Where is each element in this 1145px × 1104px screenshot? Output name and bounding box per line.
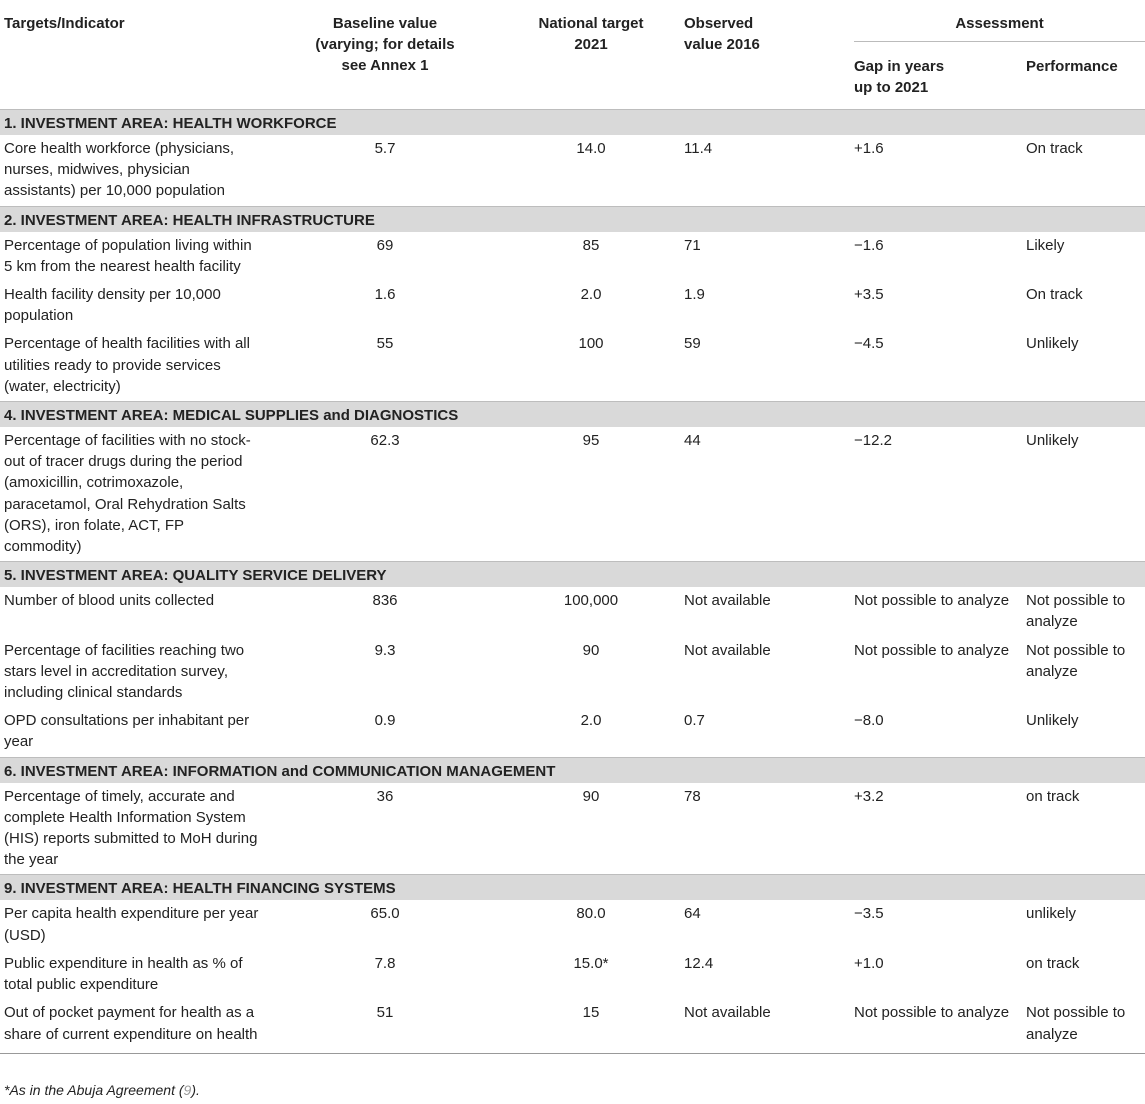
cell-baseline: 9.3	[374, 641, 396, 659]
table-row	[0, 707, 1145, 757]
cell-indicator: Health facility density per 10,000 population	[4, 286, 221, 325]
header-baseline-line3: see Annex 1	[341, 57, 429, 74]
cell-gap: +1.6	[854, 140, 884, 157]
cell-target: 15	[506, 999, 676, 1053]
cell-gap: −1.6	[854, 236, 884, 254]
table-row	[0, 783, 1145, 875]
header-observed-line1: Observed	[684, 15, 754, 32]
cell-target: 90	[582, 787, 600, 805]
table-row	[0, 135, 1145, 206]
cell-observed: 0.7	[684, 712, 705, 730]
header-gap-line2: up to 2021	[854, 79, 929, 96]
header-gap-line1: Gap in years	[854, 58, 945, 75]
section-header-row	[0, 562, 1145, 588]
table-row	[0, 330, 1145, 401]
cell-baseline: 0.9	[374, 712, 396, 730]
table-row	[0, 281, 1145, 330]
header-baseline-line1: Baseline value	[332, 15, 438, 32]
cell-observed: Not available	[684, 641, 771, 659]
section-title: 2. INVESTMENT AREA: HEALTH INFRASTRUCTURE	[0, 206, 1145, 232]
cell-performance: on track	[1026, 787, 1080, 805]
footnote-end: ).	[191, 1082, 200, 1098]
footnote-text: *As in the Abuja Agreement (	[4, 1082, 184, 1098]
header-assessment-label: Assessment	[854, 13, 1145, 42]
cell-baseline: 7.8	[374, 954, 396, 972]
header-performance: Performance	[1026, 58, 1118, 75]
cell-performance: Unlikely	[1026, 712, 1079, 730]
section-header-row	[0, 875, 1145, 901]
cell-baseline: 36	[376, 787, 394, 805]
cell-target: 14.0	[576, 140, 606, 157]
cell-indicator: Percentage of timely, accurate and complete Health Information System (HIS) reports submitted to MoH during the year	[4, 787, 258, 869]
cell-observed: 1.9	[684, 286, 705, 304]
header-observed-line2: value 2016	[684, 36, 760, 53]
table-row	[0, 950, 1145, 999]
cell-observed: 64	[684, 905, 701, 923]
header-target-line2: 2021	[574, 36, 608, 53]
cell-indicator: Out of pocket payment for health as a share of current expenditure on health	[0, 999, 264, 1053]
cell-performance: Not possible to analyze	[1018, 999, 1145, 1053]
header-target-line1: National target	[538, 15, 644, 32]
cell-indicator: Percentage of facilities with no stock-out of tracer drugs during the period (amoxicillin, cotrimoxazole, paracetamol, Oral Rehydration Salts (ORS), iron folate, ACT, FP commodity)	[4, 432, 251, 556]
header-gap	[846, 51, 1018, 110]
section-title: 1. INVESTMENT AREA: HEALTH WORKFORCE	[0, 110, 1145, 136]
cell-indicator: OPD consultations per inhabitant per year	[4, 712, 250, 751]
cell-observed: Not available	[676, 999, 846, 1053]
cell-baseline: 65.0	[370, 905, 400, 923]
cell-target: 85	[582, 236, 600, 254]
cell-baseline: 69	[376, 236, 394, 254]
footnote-reference-link[interactable]: 9	[183, 1082, 192, 1098]
section-title: 5. INVESTMENT AREA: QUALITY SERVICE DELIVERY	[0, 562, 1145, 588]
cell-baseline: 1.6	[374, 286, 396, 304]
cell-performance: Not possible to analyze	[1026, 641, 1126, 680]
cell-target: 100,000	[563, 592, 619, 610]
cell-target: 2.0	[580, 712, 602, 730]
cell-gap: −4.5	[854, 335, 884, 353]
cell-baseline: 62.3	[370, 432, 400, 450]
table-row	[0, 232, 1145, 281]
cell-performance: Likely	[1026, 236, 1065, 254]
cell-observed: 12.4	[684, 954, 714, 972]
table-row	[0, 587, 1145, 636]
footnote	[4, 1082, 200, 1098]
cell-target: 100	[578, 335, 604, 353]
cell-gap: −8.0	[854, 712, 884, 730]
cell-performance: unlikely	[1026, 905, 1077, 923]
cell-gap: −12.2	[854, 432, 892, 450]
header-assessment	[846, 0, 1145, 51]
table-row	[0, 427, 1145, 562]
cell-gap: −3.5	[854, 905, 884, 923]
cell-gap: +3.2	[854, 787, 884, 805]
cell-target: 2.0	[580, 286, 602, 304]
cell-performance: On track	[1026, 286, 1083, 304]
cell-target: 80.0	[576, 905, 606, 923]
cell-indicator: Per capita health expenditure per year (USD)	[4, 905, 259, 944]
cell-target: 90	[582, 641, 600, 659]
section-title: 6. INVESTMENT AREA: INFORMATION and COMMUNICATION MANAGEMENT	[0, 757, 1145, 783]
cell-gap: +1.0	[854, 954, 884, 972]
cell-target: 15.0*	[573, 954, 609, 972]
table-row	[0, 900, 1145, 949]
cell-gap: Not possible to analyze	[846, 999, 1018, 1053]
cell-gap: Not possible to analyze	[854, 592, 1010, 610]
table-row	[0, 999, 1145, 1053]
header-indicator: Targets/Indicator	[4, 15, 125, 32]
cell-target: 95	[582, 432, 600, 450]
cell-observed: 78	[684, 787, 701, 805]
section-header-row	[0, 206, 1145, 232]
section-header-row	[0, 757, 1145, 783]
header-observed	[676, 0, 846, 110]
section-header-row	[0, 402, 1145, 428]
table-body	[0, 110, 1145, 1054]
cell-observed: 44	[684, 432, 701, 450]
section-title: 9. INVESTMENT AREA: HEALTH FINANCING SYSTEMS	[0, 875, 1145, 901]
table-header	[0, 0, 1145, 110]
cell-baseline: 836	[372, 592, 398, 610]
cell-performance: Unlikely	[1026, 335, 1079, 353]
cell-baseline: 51	[264, 999, 506, 1053]
cell-observed: Not available	[684, 592, 771, 610]
cell-indicator: Public expenditure in health as % of total public expenditure	[4, 954, 243, 994]
cell-baseline: 55	[376, 335, 394, 353]
cell-baseline: 5.7	[374, 140, 396, 157]
cell-indicator: Number of blood units collected	[4, 592, 215, 610]
section-title: 4. INVESTMENT AREA: MEDICAL SUPPLIES and DIAGNOSTICS	[0, 402, 1145, 428]
cell-performance: On track	[1026, 140, 1083, 157]
cell-performance: Unlikely	[1026, 432, 1079, 450]
cell-observed: 11.4	[684, 140, 713, 157]
header-baseline-line2: (varying; for details	[315, 36, 455, 53]
section-header-row	[0, 110, 1145, 136]
cell-observed: 71	[684, 236, 701, 254]
cell-indicator: Percentage of health facilities with all utilities ready to provide services (water, electricity)	[4, 335, 250, 395]
cell-indicator: Percentage of population living within 5 km from the nearest health facility	[4, 236, 252, 275]
header-baseline	[264, 0, 506, 110]
cell-gap: Not possible to analyze	[854, 641, 1010, 659]
table-row	[0, 637, 1145, 708]
cell-indicator: Percentage of facilities reaching two stars level in accreditation survey, including clinical standards	[4, 641, 245, 702]
cell-observed: 59	[684, 335, 701, 353]
cell-performance: on track	[1026, 954, 1080, 972]
cell-gap: +3.5	[854, 286, 884, 304]
cell-performance: Not possible to analyze	[1026, 592, 1126, 631]
cell-indicator: Core health workforce (physicians, nurses, midwives, physician assistants) per 10,000 population	[4, 140, 235, 200]
header-target	[506, 0, 676, 110]
